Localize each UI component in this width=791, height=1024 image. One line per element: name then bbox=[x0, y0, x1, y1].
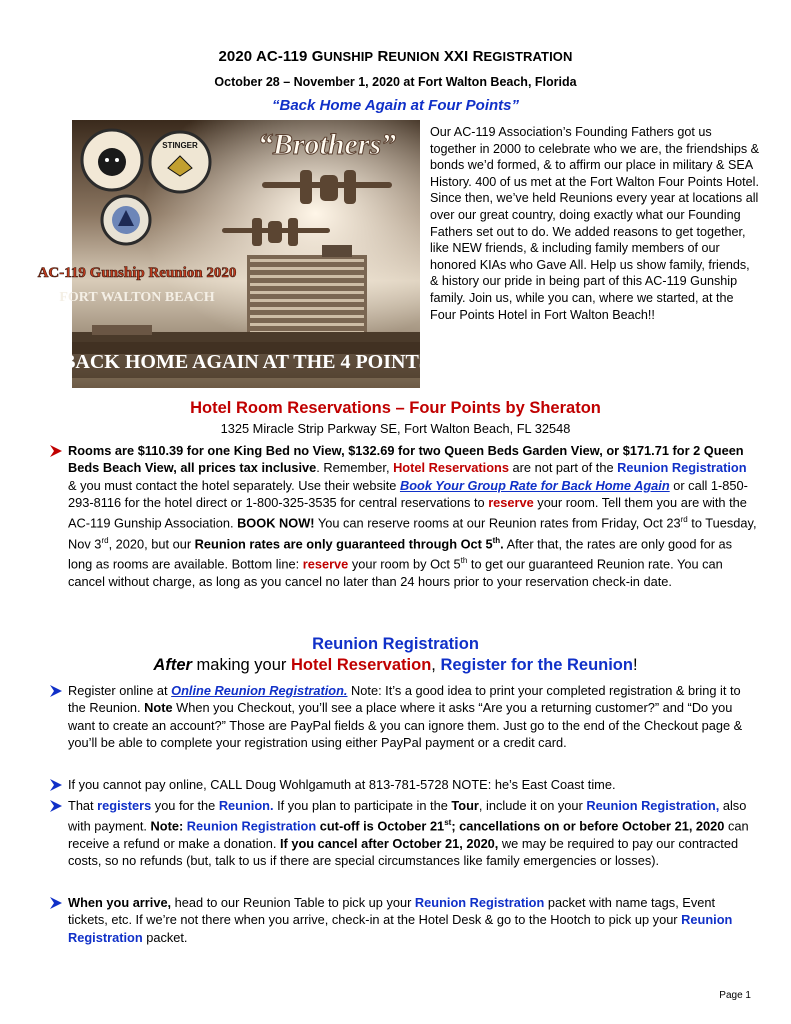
registration-subheading: After making your Hotel Reservation, Register for the Reunion! bbox=[153, 656, 638, 674]
intro-paragraph: Our AC-119 Association’s Founding Fathers got us together in 2000 to celebrate who we are, the friendships & bonds we’d formed, & to affirm our place in military & SEA History. 400 of us met at the Fort Walton Four Points Hotel. Since then, we’ve held Reunions every year at locations all over our great country, doing exactly what our Founding Fathers set out to do. We added reasons to get together, like NEW friends, & including family members of our honored KIAs who Gave All. Help us show family, friends, & history our pride in being part of this AC-119 Gunship family. Join us, while you can, where we started, at the Four Points Hotel in Fort Walton Beach!! bbox=[430, 125, 760, 322]
blue-arrow-bullet-icon bbox=[48, 798, 64, 814]
page-number: Page 1 bbox=[719, 990, 751, 1001]
blue-arrow-bullet-icon bbox=[48, 895, 64, 911]
red-arrow-bullet-icon bbox=[48, 443, 64, 459]
online-registration-link[interactable]: Online Reunion Registration. bbox=[171, 683, 348, 698]
blue-arrow-bullet-icon bbox=[48, 777, 64, 793]
hotel-heading: Hotel Room Reservations – Four Points by Sheraton bbox=[190, 399, 601, 417]
online-registration-bullet: Register online at Online Reunion Registration. Note: It’s a good idea to print your completed registration & bring it to the Reunion. Note When you Checkout, you’ll see a place where it asks “Are you a returning customer?” and “Do you want to create an account?” Those are PayPal fields & you can ignore them. Just go to the end of the Checkout page & you’ll be able to complete your registration using either PayPal payment or a credit card. bbox=[48, 682, 758, 751]
tour-cancellation-bullet: That registers you for the Reunion. If you plan to participate in the Tour, include it on your Reunion Registration, also with payment. Note: Reunion Registration cut-off is October 21st; cancellations on or before October 21, 2020 can receive a refund or make a donation. If you cancel after October 21, 2020, we may be required to pay our contracted costs, so no refunds (but, talk to us if there are special circumstances like family emergencies or losses). bbox=[48, 797, 758, 869]
event-theme: “Back Home Again at Four Points” bbox=[272, 97, 519, 114]
poster-reunion-title: AC-119 Gunship Reunion 2020 bbox=[37, 265, 237, 281]
reunion-poster bbox=[37, 120, 442, 388]
poster-brothers: “Brothers” bbox=[257, 128, 397, 161]
stinger-patch-icon bbox=[150, 132, 210, 192]
event-dates: October 28 – November 1, 2020 at Fort Walton Beach, Florida bbox=[214, 75, 577, 89]
book-group-rate-link[interactable]: Book Your Group Rate for Back Home Again bbox=[399, 477, 670, 493]
phone-registration-bullet: If you cannot pay online, CALL Doug Wohlgamuth at 813-781-5728 NOTE: he’s East Coast time. bbox=[48, 776, 758, 793]
hotel-rates-bullet: Rooms are $110.39 for one King Bed no View, $132.69 for two Queen Beds Garden View, or $171.71 for 2 Queen Beds Beach View, all prices tax inclusive. Remember, Hotel Reservations are not part of the Reunion Registration & you must contact the hotel separately. Use their website Book Your Group Rate for Back Home Again or call 1-850-293-8116 for the hotel direct or 1-800-325-3535 for central reservations to reserve your room. Tell them you are with the AC-119 Gunship Association. BOOK NOW! You can reserve rooms at our Reunion rates from Friday, Oct 23rd to Tuesday, Nov 3rd, 2020, but our Reunion rates are only guaranteed through Oct 5th. After that, the rates are only good for as long as rooms are available. Bottom line: reserve your room by Oct 5th to get our guaranteed Reunion rate. You can cancel without charge, as long as you cancel no later than 24 hours prior to your reservation check-in date. bbox=[48, 442, 758, 590]
arrival-bullet: When you arrive, head to our Reunion Table to pick up your Reunion Registration packet with name tags, Event tickets, etc. If we’re not there when you arrive, check-in at the Hotel Desk & go to the Hootch to pick up your Reunion Registration packet. bbox=[48, 894, 758, 946]
registration-heading: Reunion Registration bbox=[312, 635, 479, 653]
page-title: 2020 AC-119 GUNSHIP REUNION XXI REGISTRATION bbox=[218, 48, 573, 65]
shadow-patch-icon bbox=[102, 196, 150, 244]
hotel-address: 1325 Miracle Strip Parkway SE, Fort Walton Beach, FL 32548 bbox=[220, 421, 571, 436]
poster-place: FORT WALTON BEACH bbox=[59, 290, 215, 305]
poster-banner: "BACK HOME AGAIN AT THE 4 POINTS" bbox=[50, 351, 442, 373]
blue-arrow-bullet-icon bbox=[48, 683, 64, 699]
squadron-patch-icon bbox=[82, 130, 142, 190]
svg-text:STINGER: STINGER bbox=[162, 141, 198, 150]
